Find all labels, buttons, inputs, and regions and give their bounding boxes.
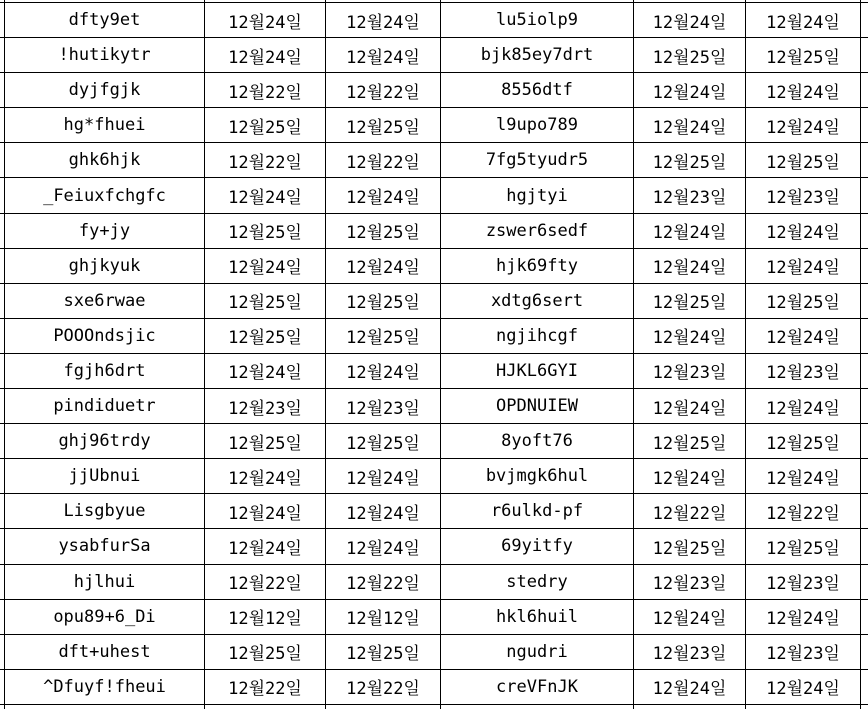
id-cell: !hutikytr <box>5 38 204 72</box>
id-cell: sxe6rwae <box>5 284 204 318</box>
date-cell: 12월24일 <box>746 319 860 353</box>
clipped-cell <box>861 635 868 669</box>
id-cell: OPDNUIEW <box>441 389 633 423</box>
clipped-cell <box>5 705 204 709</box>
date-cell: 12월24일 <box>326 459 440 493</box>
clipped-cell <box>0 143 4 177</box>
id-cell: bvjmgk6hul <box>441 459 633 493</box>
clipped-cell <box>0 459 4 493</box>
date-cell: 12월25일 <box>205 424 325 458</box>
clipped-cell <box>861 3 868 37</box>
clipped-cell <box>0 249 4 283</box>
date-cell: 12월22일 <box>326 565 440 599</box>
date-cell: 12월24일 <box>326 38 440 72</box>
date-cell: 12월25일 <box>746 424 860 458</box>
date-cell: 12월24일 <box>634 319 745 353</box>
clipped-cell <box>0 354 4 388</box>
date-cell: 12월22일 <box>326 143 440 177</box>
clipped-cell <box>0 565 4 599</box>
id-cell: 7fg5tyudr5 <box>441 143 633 177</box>
clipped-cell <box>861 389 868 423</box>
date-cell: 12월24일 <box>205 459 325 493</box>
clipped-cell <box>861 529 868 563</box>
date-cell: 12월22일 <box>205 73 325 107</box>
id-cell: creVFnJK <box>441 670 633 704</box>
date-cell: 12월25일 <box>205 284 325 318</box>
clipped-cell <box>634 0 745 2</box>
date-cell: 12월24일 <box>326 494 440 528</box>
date-cell: 12월25일 <box>326 108 440 142</box>
id-cell: fgjh6drt <box>5 354 204 388</box>
clipped-cell <box>0 214 4 248</box>
clipped-cell <box>861 459 868 493</box>
date-cell: 12월23일 <box>634 178 745 212</box>
date-cell: 12월25일 <box>326 284 440 318</box>
clipped-cell <box>441 705 633 709</box>
date-cell: 12월22일 <box>634 494 745 528</box>
id-cell: ngjihcgf <box>441 319 633 353</box>
id-cell: ghj96trdy <box>5 424 204 458</box>
date-cell: 12월24일 <box>634 459 745 493</box>
date-cell: 12월24일 <box>326 178 440 212</box>
clipped-cell <box>0 38 4 72</box>
id-cell: Lisgbyue <box>5 494 204 528</box>
date-cell: 12월25일 <box>326 214 440 248</box>
date-cell: 12월24일 <box>205 178 325 212</box>
date-cell: 12월22일 <box>326 73 440 107</box>
clipped-cell <box>861 424 868 458</box>
clipped-cell <box>861 705 868 709</box>
id-cell: HJKL6GYI <box>441 354 633 388</box>
date-cell: 12월24일 <box>634 389 745 423</box>
id-cell: dfty9et <box>5 3 204 37</box>
clipped-cell <box>326 0 440 2</box>
clipped-cell <box>0 635 4 669</box>
clipped-cell <box>861 143 868 177</box>
date-cell: 12월25일 <box>746 284 860 318</box>
date-cell: 12월22일 <box>746 494 860 528</box>
id-cell: l9upo789 <box>441 108 633 142</box>
date-cell: 12월24일 <box>205 3 325 37</box>
clipped-cell <box>441 0 633 2</box>
clipped-cell <box>0 319 4 353</box>
date-cell: 12월22일 <box>205 565 325 599</box>
id-cell: 69yitfy <box>441 529 633 563</box>
date-cell: 12월23일 <box>746 635 860 669</box>
date-cell: 12월25일 <box>326 635 440 669</box>
date-cell: 12월12일 <box>326 600 440 634</box>
clipped-cell <box>861 600 868 634</box>
date-cell: 12월24일 <box>634 108 745 142</box>
id-cell: jjUbnui <box>5 459 204 493</box>
date-cell: 12월24일 <box>746 3 860 37</box>
clipped-cell <box>861 319 868 353</box>
clipped-cell <box>0 108 4 142</box>
id-cell: zswer6sedf <box>441 214 633 248</box>
id-cell: ^Dfuyf!fheui <box>5 670 204 704</box>
date-cell: 12월24일 <box>326 354 440 388</box>
date-cell: 12월23일 <box>326 389 440 423</box>
date-cell: 12월23일 <box>205 389 325 423</box>
id-cell: _Feiuxfchgfc <box>5 178 204 212</box>
date-cell: 12월24일 <box>634 249 745 283</box>
id-cell: xdtg6sert <box>441 284 633 318</box>
id-cell: dyjfgjk <box>5 73 204 107</box>
date-cell: 12월25일 <box>205 319 325 353</box>
date-cell: 12월24일 <box>746 600 860 634</box>
date-cell: 12월24일 <box>746 214 860 248</box>
id-cell: hjlhui <box>5 565 204 599</box>
date-cell: 12월24일 <box>205 354 325 388</box>
id-cell: hkl6huil <box>441 600 633 634</box>
clipped-cell <box>205 705 325 709</box>
id-cell: 8yoft76 <box>441 424 633 458</box>
clipped-cell <box>861 0 868 2</box>
id-cell: fy+jy <box>5 214 204 248</box>
clipped-cell <box>861 284 868 318</box>
clipped-cell <box>0 178 4 212</box>
id-cell: lu5iolp9 <box>441 3 633 37</box>
clipped-cell <box>0 389 4 423</box>
clipped-cell <box>0 600 4 634</box>
date-cell: 12월22일 <box>205 143 325 177</box>
date-cell: 12월25일 <box>634 424 745 458</box>
clipped-cell <box>0 529 4 563</box>
date-cell: 12월23일 <box>746 178 860 212</box>
id-cell: pindiduetr <box>5 389 204 423</box>
id-cell: stedry <box>441 565 633 599</box>
clipped-cell <box>861 38 868 72</box>
id-cell: ghk6hjk <box>5 143 204 177</box>
id-cell: hgjtyi <box>441 178 633 212</box>
date-cell: 12월24일 <box>634 214 745 248</box>
date-cell: 12월23일 <box>634 565 745 599</box>
clipped-cell <box>326 705 440 709</box>
clipped-cell <box>0 424 4 458</box>
date-cell: 12월25일 <box>326 319 440 353</box>
date-cell: 12월24일 <box>326 529 440 563</box>
date-cell: 12월24일 <box>205 494 325 528</box>
id-cell: r6ulkd-pf <box>441 494 633 528</box>
clipped-cell <box>861 73 868 107</box>
date-cell: 12월25일 <box>746 143 860 177</box>
date-cell: 12월24일 <box>634 3 745 37</box>
date-cell: 12월25일 <box>634 529 745 563</box>
clipped-cell <box>861 565 868 599</box>
clipped-cell <box>205 0 325 2</box>
clipped-cell <box>0 494 4 528</box>
date-cell: 12월24일 <box>634 670 745 704</box>
date-cell: 12월24일 <box>634 600 745 634</box>
date-cell: 12월25일 <box>205 108 325 142</box>
date-cell: 12월23일 <box>746 565 860 599</box>
id-cell: hjk69fty <box>441 249 633 283</box>
date-cell: 12월25일 <box>746 529 860 563</box>
clipped-cell <box>861 108 868 142</box>
date-cell: 12월25일 <box>634 143 745 177</box>
clipped-cell <box>0 705 4 709</box>
date-cell: 12월24일 <box>634 73 745 107</box>
date-cell: 12월23일 <box>746 354 860 388</box>
id-cell: POOOndsjic <box>5 319 204 353</box>
date-cell: 12월23일 <box>634 635 745 669</box>
date-cell: 12월24일 <box>746 73 860 107</box>
clipped-cell <box>861 354 868 388</box>
clipped-cell <box>0 0 4 2</box>
date-cell: 12월24일 <box>746 249 860 283</box>
clipped-cell <box>861 214 868 248</box>
clipped-cell <box>746 0 860 2</box>
clipped-cell <box>746 705 860 709</box>
clipped-cell <box>0 3 4 37</box>
date-cell: 12월24일 <box>746 108 860 142</box>
date-cell: 12월24일 <box>205 529 325 563</box>
date-cell: 12월24일 <box>746 389 860 423</box>
date-cell: 12월23일 <box>634 354 745 388</box>
id-cell: ngudri <box>441 635 633 669</box>
clipped-cell <box>861 494 868 528</box>
date-cell: 12월22일 <box>205 670 325 704</box>
date-cell: 12월25일 <box>634 284 745 318</box>
date-cell: 12월12일 <box>205 600 325 634</box>
id-cell: opu89+6_Di <box>5 600 204 634</box>
clipped-cell <box>0 73 4 107</box>
date-cell: 12월24일 <box>326 249 440 283</box>
date-cell: 12월22일 <box>326 670 440 704</box>
date-cell: 12월25일 <box>205 214 325 248</box>
date-cell: 12월25일 <box>326 424 440 458</box>
id-cell: ghjkyuk <box>5 249 204 283</box>
date-cell: 12월24일 <box>326 3 440 37</box>
date-cell: 12월24일 <box>746 459 860 493</box>
id-cell: hg*fhuei <box>5 108 204 142</box>
clipped-cell <box>5 0 204 2</box>
clipped-cell <box>0 284 4 318</box>
date-cell: 12월24일 <box>205 249 325 283</box>
id-cell: ysabfurSa <box>5 529 204 563</box>
clipped-cell <box>861 178 868 212</box>
clipped-cell <box>861 670 868 704</box>
date-cell: 12월25일 <box>634 38 745 72</box>
date-cell: 12월25일 <box>205 635 325 669</box>
id-cell: dft+uhest <box>5 635 204 669</box>
clipped-cell <box>0 670 4 704</box>
clipped-cell <box>861 249 868 283</box>
date-cell: 12월24일 <box>746 670 860 704</box>
date-cell: 12월24일 <box>205 38 325 72</box>
date-cell: 12월25일 <box>746 38 860 72</box>
clipped-cell <box>634 705 745 709</box>
id-cell: bjk85ey7drt <box>441 38 633 72</box>
id-cell: 8556dtf <box>441 73 633 107</box>
